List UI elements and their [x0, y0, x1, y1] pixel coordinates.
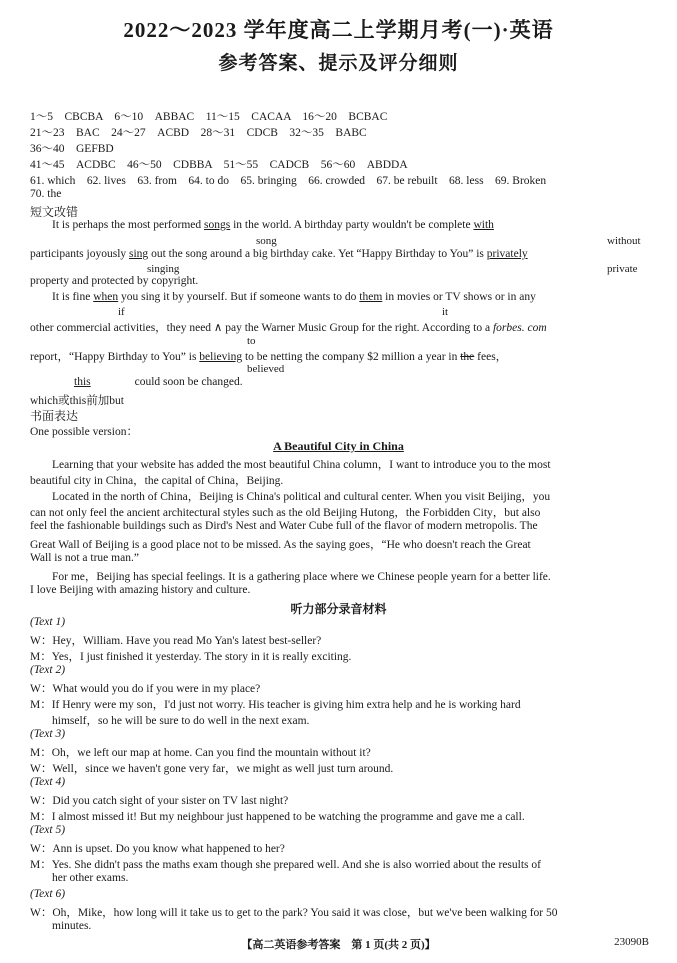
writing-intro: One possible version： — [30, 426, 138, 438]
answer-line: 21～23 BAC 24～27 ACBD 28～31 CDCB 32～35 BABC — [30, 127, 367, 139]
essay-line: I love Beijing with amazing history and culture. — [30, 584, 251, 596]
transcript-line: W：Did you catch sight of your sister on TV last night? — [30, 795, 289, 807]
passage-line: report，“Happy Birthday to You” is believing to be netting the company $2 million a year in the fees， — [30, 351, 508, 363]
doc-code: 23090B — [614, 936, 649, 948]
passage-line: It is perhaps the most performed songs in the world. A birthday party wouldn't be complete with — [52, 219, 494, 231]
transcript-label: (Text 2) — [30, 664, 66, 676]
answer-line: 61. which 62. lives 63. from 64. to do 65. bringing 66. crowded 67. be rebuilt 68. less 69. Broken — [30, 175, 547, 187]
correction: to — [247, 335, 256, 347]
error-mark: when — [93, 291, 119, 303]
correction: if — [118, 306, 125, 318]
essay-line: can not only feel the ancient architectural styles such as the old Beijing Hutong，the Forbidden City，but also — [30, 507, 541, 519]
essay-line: Learning that your website has added the most beautiful China column，I want to introduce you to the most — [52, 459, 551, 471]
writing-heading: 书面表达 — [30, 409, 79, 423]
correction: believed — [247, 363, 285, 375]
transcript-label: (Text 1) — [30, 616, 66, 628]
error-mark: this — [74, 376, 91, 388]
transcript-line: W：Hey，William. Have you read Mo Yan's latest best-seller? — [30, 635, 322, 647]
transcript-line: W：What would you do if you were in my place? — [30, 683, 261, 695]
essay-line: For me，Beijing has special feelings. It is a gathering place where we Chinese people yearn for a better life. — [52, 571, 551, 583]
essay-title: A Beautiful City in China — [273, 439, 404, 453]
transcript-line: M：Yes. She didn't pass the maths exam though she prepared well. And she is also worried about the results of — [30, 859, 541, 871]
page-footer: 【高二英语参考答案 第 1 页(共 2 页)】 — [241, 939, 436, 951]
correction: singing — [147, 263, 180, 275]
transcript-line: W：Well，since we haven't gone very far，we might as well just turn around. — [30, 763, 394, 775]
correction: without — [607, 235, 641, 247]
transcript-label: (Text 5) — [30, 824, 66, 836]
transcript-line: minutes. — [52, 920, 92, 932]
transcript-line: himself，so he will be sure to do well in the next exam. — [52, 715, 310, 727]
listening-heading: 听力部分录音材料 — [290, 602, 387, 616]
error-mark: privately — [486, 248, 528, 260]
error-mark: with — [473, 219, 494, 231]
passage-line: participants joyously sing out the song around a big birthday cake. Yet “Happy Birthday to You” is privately — [30, 248, 528, 260]
transcript-line: W：Ann is upset. Do you know what happened to her? — [30, 843, 285, 855]
essay-line: Located in the north of China，Beijing is China's political and cultural center. When you visit Beijing，you — [52, 491, 551, 503]
answer-line: 1～5 CBCBA 6～10 ABBAC 11～15 CACAA 16～20 BCBAC — [30, 111, 388, 123]
answer-line: 36～40 GEFBD — [30, 143, 114, 155]
essay-line: feel the fashionable buildings such as Dird's Nest and Water Cube full of the flavor of modern metropolis. The — [30, 520, 538, 532]
passage-line: It is fine when you sing it by yourself. But if someone wants to do them in movies or TV shows or in any — [52, 291, 536, 303]
passage-line: this could soon be changed. — [74, 376, 243, 388]
transcript-line: M：If Henry were my son，I'd just not worry. His teacher is giving him extra help and he is working hard — [30, 699, 521, 711]
essay-line: beautiful city in China，the capital of China，Beijing. — [30, 475, 284, 487]
transcript-line: W：Oh，Mike，how long will it take us to get to the park? You said it was close，but we've been walking for 50 — [30, 907, 558, 919]
answer-line: 41～45 ACDBC 46～50 CDBBA 51～55 CADCB 56～60 ABDDA — [30, 159, 408, 171]
transcript-label: (Text 3) — [30, 728, 66, 740]
correction: song — [256, 235, 277, 247]
transcript-line: M：Yes，I just finished it yesterday. The story in it is really exciting. — [30, 651, 352, 663]
transcript-line: her other exams. — [52, 872, 129, 884]
essay-line: Great Wall of Beijing is a good place not to be missed. As the saying goes，“He who doesn't reach the Great — [30, 539, 531, 551]
error-mark: songs — [204, 219, 231, 231]
transcript-label: (Text 4) — [30, 776, 66, 788]
page-subtitle: 参考答案、提示及评分细则 — [218, 53, 459, 74]
transcript-label: (Text 6) — [30, 888, 66, 900]
page-title: 2022～2023 学年度高二上学期月考(一)·英语 — [123, 18, 554, 42]
essay-line: Wall is not a true man.” — [30, 552, 139, 564]
correction: it — [442, 306, 449, 318]
error-mark: them — [359, 291, 383, 303]
transcript-line: M：I almost missed it! But my neighbour just happened to be watching the programme and gave me a call. — [30, 811, 525, 823]
passage-line: other commercial activities，they need ∧ pay the Warner Music Group for the right. According to a forbes. com — [30, 322, 547, 334]
error-correction-heading: 短文改错 — [30, 205, 79, 219]
transcript-line: M：Oh，we left our map at home. Can you find the mountain without it? — [30, 747, 371, 759]
answer-line: 70. the — [30, 188, 62, 200]
correction-note: which或this前加but — [30, 395, 124, 407]
error-mark: sing — [129, 248, 149, 260]
passage-line: property and protected by copyright. — [30, 275, 199, 287]
error-mark: believing — [199, 351, 243, 363]
deletion-mark: the — [460, 351, 475, 363]
correction: private — [607, 263, 638, 275]
